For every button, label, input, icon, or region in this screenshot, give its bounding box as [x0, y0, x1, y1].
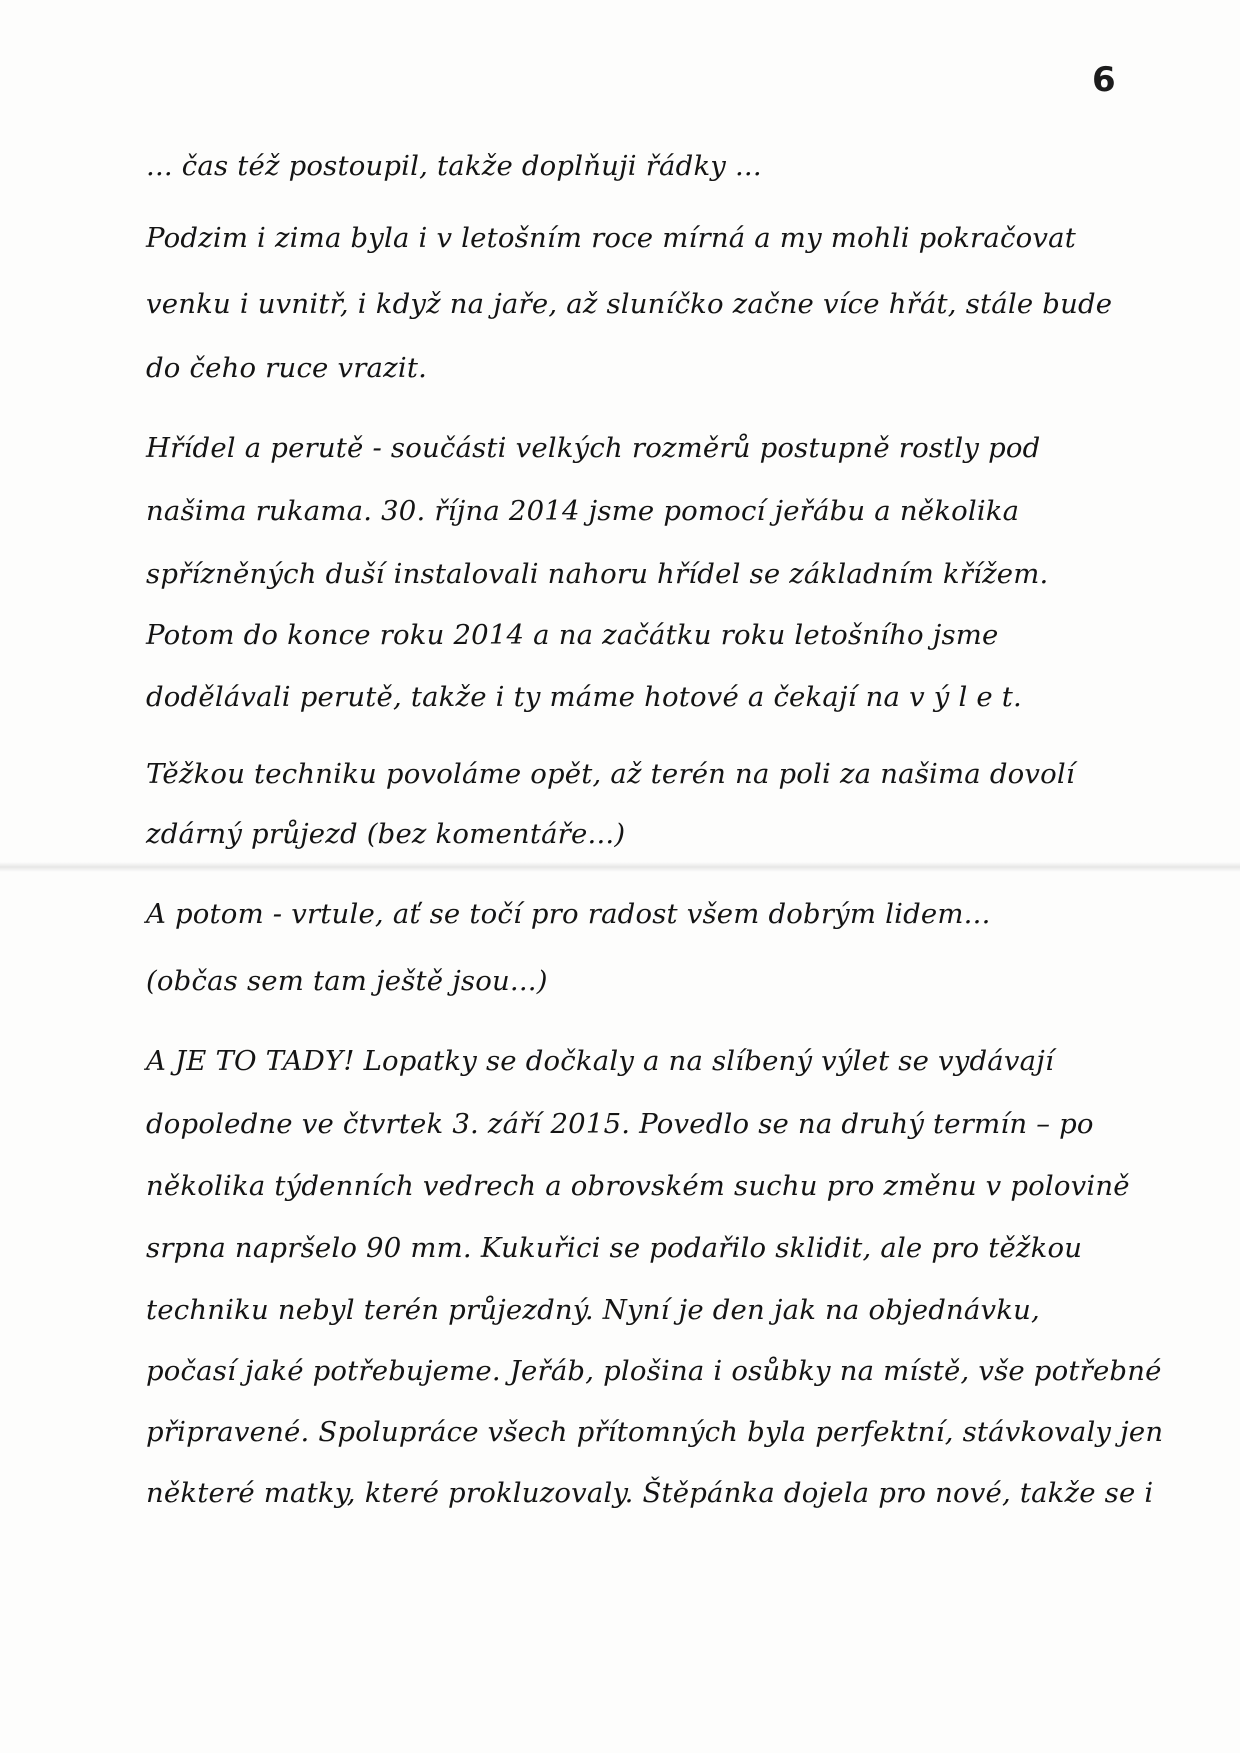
page-number: 6: [1092, 60, 1116, 100]
text-line: A JE TO TADY! Lopatky se dočkaly a na slíbený výlet se vydávají: [146, 1045, 1054, 1077]
text-line: venku i uvnitř, i když na jaře, až sluníčko začne více hřát, stále bude: [146, 288, 1113, 320]
text-line: A potom - vrtule, ať se točí pro radost všem dobrým lidem...: [146, 898, 991, 930]
text-line: spřízněných duší instalovali nahoru hřídel se základním křížem.: [146, 558, 1049, 590]
text-line: Podzim i zima byla i v letošním roce mírná a my mohli pokračovat: [146, 222, 1076, 254]
text-line: některé matky, které prokluzovaly. Štěpánka dojela pro nové, takže se i: [146, 1477, 1154, 1509]
text-line: techniku nebyl terén průjezdný. Nyní je den jak na objednávku,: [146, 1294, 1040, 1326]
text-line: dopoledne ve čtvrtek 3. září 2015. Povedlo se na druhý termín – po: [146, 1108, 1094, 1140]
text-line: (občas sem tam ještě jsou...): [146, 965, 548, 997]
text-line: několika týdenních vedrech a obrovském suchu pro změnu v polovině: [146, 1170, 1130, 1202]
text-line: ... čas též postoupil, takže doplňuji řádky ...: [146, 150, 762, 182]
paper-fold: [0, 862, 1240, 872]
text-line: do čeho ruce vrazit.: [146, 352, 428, 384]
text-line: zdárný průjezd (bez komentáře...): [146, 818, 626, 850]
text-line: srpna napršelo 90 mm. Kukuřici se podařilo sklidit, ale pro těžkou: [146, 1232, 1083, 1264]
text-line: Potom do konce roku 2014 a na začátku roku letošního jsme: [146, 619, 999, 651]
text-line: našima rukama. 30. října 2014 jsme pomocí jeřábu a několika: [146, 495, 1020, 527]
text-line: počasí jaké potřebujeme. Jeřáb, plošina i osůbky na místě, vše potřebné: [146, 1355, 1162, 1387]
text-line: Hřídel a perutě - součásti velkých rozměrů postupně rostly pod: [146, 432, 1041, 464]
text-line: připravené. Spolupráce všech přítomných byla perfektní, stávkovaly jen: [146, 1416, 1164, 1448]
text-line: Těžkou techniku povoláme opět, až terén na poli za našima dovolí: [146, 758, 1075, 790]
text-line: dodělávali perutě, takže i ty máme hotové a čekají na v ý l e t.: [146, 681, 1022, 713]
